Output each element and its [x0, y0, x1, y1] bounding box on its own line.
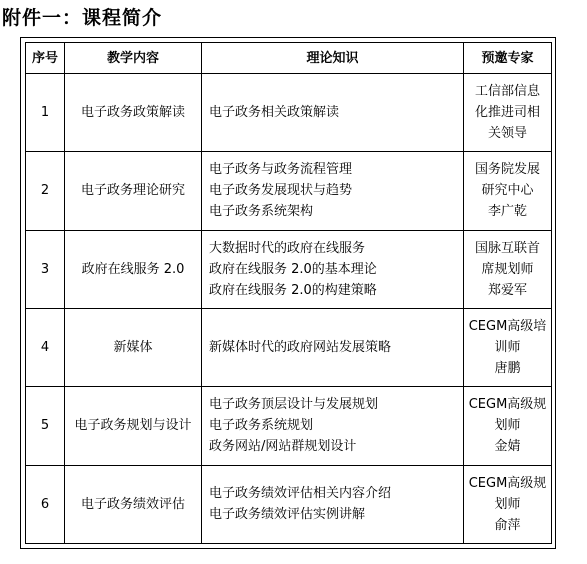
experts-cell	[464, 152, 552, 230]
course-name	[65, 387, 202, 465]
expert-line: 工信部信息	[474, 84, 540, 100]
header-experts: 预邀专家	[464, 43, 552, 74]
course-table-frame	[20, 37, 556, 549]
topic-line: 政府在线服务 2.0的基本理论	[209, 261, 377, 277]
experts-cell	[464, 465, 552, 543]
expert-line: 郑爱军	[487, 282, 527, 298]
expert-line: 席规划师	[481, 261, 534, 277]
expert-line: 国务院发展	[474, 162, 540, 178]
expert-line: 划师	[494, 496, 521, 512]
course-name: 电子政务理论研究	[65, 152, 202, 230]
course-name-text: 电子政务规划与设计	[74, 418, 192, 434]
table-row	[26, 74, 552, 152]
topic-line: 电子政务顶层设计与发展规划	[209, 397, 379, 413]
topic-line: 政务网站/网站群规划设计	[209, 439, 357, 455]
experts-cell	[464, 74, 552, 152]
expert-line: 俞萍	[494, 517, 521, 533]
row-number: 3	[26, 230, 65, 308]
table-row	[26, 387, 552, 465]
expert-line: 唐鹏	[494, 361, 521, 377]
topics-cell	[202, 465, 464, 543]
topic-line: 电子政务与政务流程管理	[209, 162, 353, 178]
topics-cell	[202, 387, 464, 465]
expert-line: 训师	[494, 340, 521, 356]
table-row	[26, 152, 552, 230]
expert-line: 国脉互联首	[474, 240, 540, 256]
topics-cell	[202, 74, 464, 152]
topic-line: 新媒体时代的政府网站发展策略	[209, 340, 392, 356]
topic-line: 电子政务绩效评估实例讲解	[209, 507, 366, 523]
table-row	[26, 230, 552, 308]
expert-line: 划师	[494, 418, 521, 434]
expert-line: 化推进司相	[474, 105, 540, 121]
expert-line: 李广乾	[487, 204, 527, 220]
topic-line: 电子政务绩效评估相关内容介绍	[209, 486, 392, 502]
row-number: 6	[26, 465, 65, 543]
topic-line: 电子政务系统架构	[209, 204, 314, 220]
topics-cell	[202, 230, 464, 308]
expert-line: CEGM高级培	[468, 319, 547, 335]
topic-line: 电子政务系统规划	[209, 418, 314, 434]
experts-cell	[464, 308, 552, 386]
experts-cell	[464, 230, 552, 308]
expert-line: CEGM高级规	[468, 397, 547, 413]
course-name: 电子政务绩效评估	[65, 465, 202, 543]
topic-line: 大数据时代的政府在线服务	[209, 240, 366, 256]
topic-line: 电子政务发展现状与趋势	[209, 183, 353, 199]
table-header-row	[26, 43, 552, 74]
experts-cell	[464, 387, 552, 465]
table-row	[26, 465, 552, 543]
row-number: 2	[26, 152, 65, 230]
topic-line: 政府在线服务 2.0的构建策略	[209, 282, 377, 298]
course-table	[25, 42, 552, 544]
course-name: 政府在线服务 2.0	[65, 230, 202, 308]
expert-line: 金婧	[494, 439, 521, 455]
course-name: 电子政务政策解读	[65, 74, 202, 152]
table-row	[26, 308, 552, 386]
expert-line: 关领导	[487, 126, 527, 142]
header-no: 序号	[26, 43, 65, 74]
header-course: 教学内容	[65, 43, 202, 74]
row-number: 4	[26, 308, 65, 386]
row-number: 1	[26, 74, 65, 152]
expert-line: 研究中心	[481, 183, 534, 199]
topic-line: 电子政务相关政策解读	[209, 105, 340, 121]
header-topics: 理论知识	[202, 43, 464, 74]
expert-line: CEGM高级规	[468, 475, 547, 491]
course-name: 新媒体	[65, 308, 202, 386]
topics-cell	[202, 308, 464, 386]
topics-cell	[202, 152, 464, 230]
row-number: 5	[26, 387, 65, 465]
document-title: 附件一：课程简介	[2, 7, 163, 29]
